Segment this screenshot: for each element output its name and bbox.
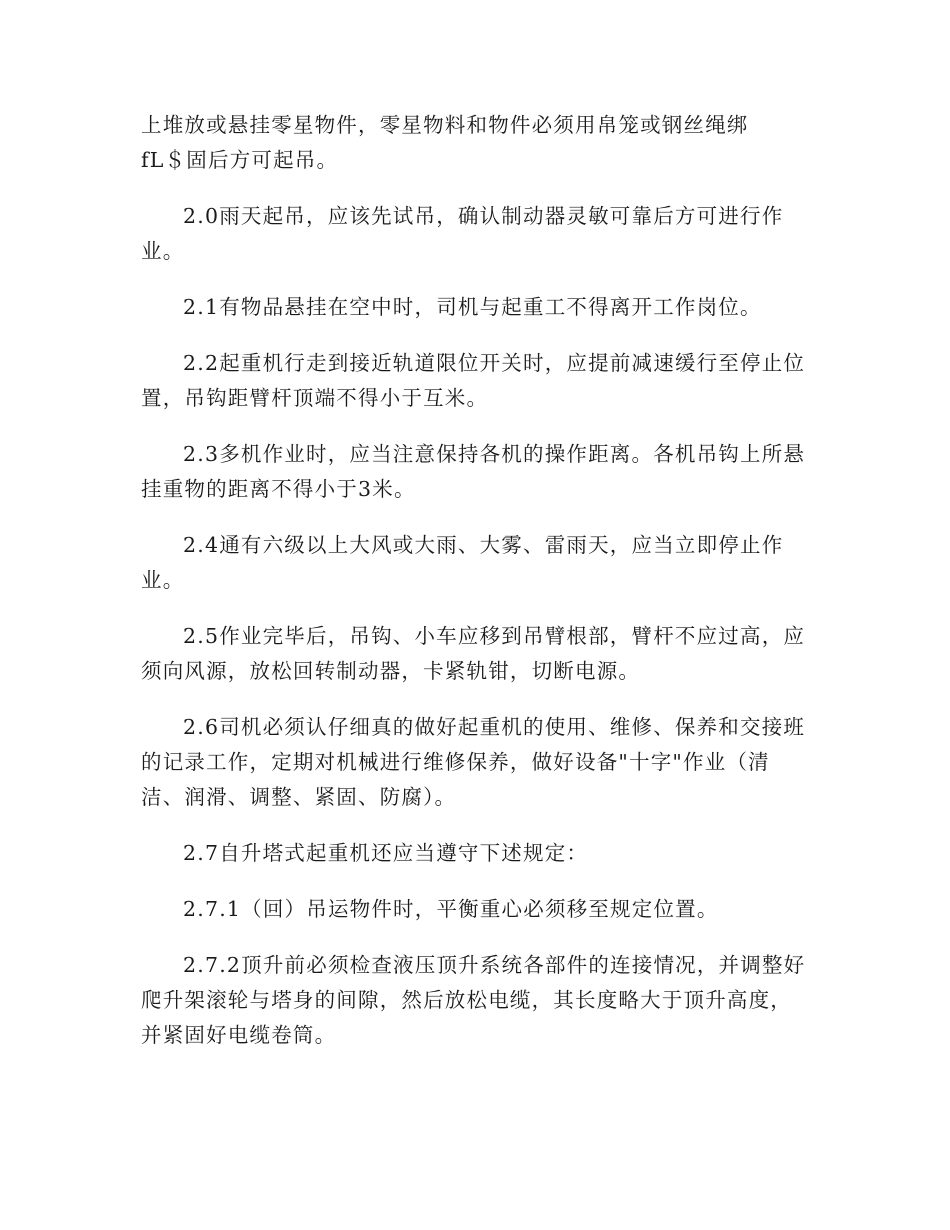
paragraph-line: 业。 <box>141 568 185 592</box>
paragraph-2-7-2 <box>141 948 816 1053</box>
paragraph-line: 上堆放或悬挂零星物件，零星物料和物件必须用帛笼或钢丝绳绑 <box>141 113 749 137</box>
paragraph-line: 2.7.2顶升前必须检查液压顶升系统各部件的连接情况，并调整好 <box>183 953 806 977</box>
paragraph-line: 2.0雨天起吊，应该先试吊，确认制动器灵敏可靠后方可进行作 <box>183 204 784 228</box>
document-body <box>141 108 816 1053</box>
paragraph-line: 洁、润滑、调整、紧固、防腐）。 <box>141 785 457 809</box>
paragraph-line: 爬升架滚轮与塔身的间隙，然后放松电缆，其长度略大于顶升高度， <box>141 988 792 1012</box>
paragraph-line: fL＄固后方可起吊。 <box>141 148 339 172</box>
paragraph-2-1 <box>141 290 816 325</box>
paragraph-line: 2.3多机作业时，应当注意保持各机的操作距离。各机吊钩上所悬 <box>183 442 806 466</box>
paragraph-line: 2.1有物品悬挂在空中时，司机与起重工不得离开工作岗位。 <box>183 295 762 319</box>
paragraph-line: 2.7自升塔式起重机还应当遵守下述规定： <box>183 841 589 865</box>
paragraph-line: 2.2起重机行走到接近轨道限位开关时，应提前减速缓行至停止位 <box>183 351 806 375</box>
paragraph-continuation <box>141 108 816 178</box>
paragraph-2-5 <box>141 619 816 689</box>
paragraph-2-7-1 <box>141 892 816 927</box>
paragraph-line: 挂重物的距离不得小于3米。 <box>141 477 416 501</box>
paragraph-line: 须向风源，放松回转制动器，卡紧轨钳，切断电源。 <box>141 659 641 683</box>
paragraph-line: 2.6司机必须认仔细真的做好起重机的使用、维修、保养和交接班 <box>183 715 806 739</box>
paragraph-line: 2.4通有六级以上大风或大雨、大雾、雷雨天，应当立即停止作 <box>183 533 784 557</box>
paragraph-2-0 <box>141 199 816 269</box>
paragraph-line: 并紧固好电缆卷筒。 <box>141 1023 337 1047</box>
paragraph-line: 2.5作业完毕后，吊钩、小车应移到吊臂根部，臂杆不应过高，应 <box>183 624 806 648</box>
paragraph-2-6 <box>141 710 816 815</box>
paragraph-2-7 <box>141 836 816 871</box>
paragraph-line: 置，吊钩距臂杆顶端不得小于互米。 <box>141 386 489 410</box>
paragraph-2-4 <box>141 528 816 598</box>
paragraph-line: 业。 <box>141 239 185 263</box>
paragraph-line: 2.7.1（回）吊运物件时，平衡重心必须移至规定位置。 <box>183 897 719 921</box>
paragraph-line: 的记录工作，定期对机械进行维修保养，做好设备"十字"作业（清 <box>141 750 770 774</box>
paragraph-2-3 <box>141 437 816 507</box>
paragraph-2-2 <box>141 346 816 416</box>
